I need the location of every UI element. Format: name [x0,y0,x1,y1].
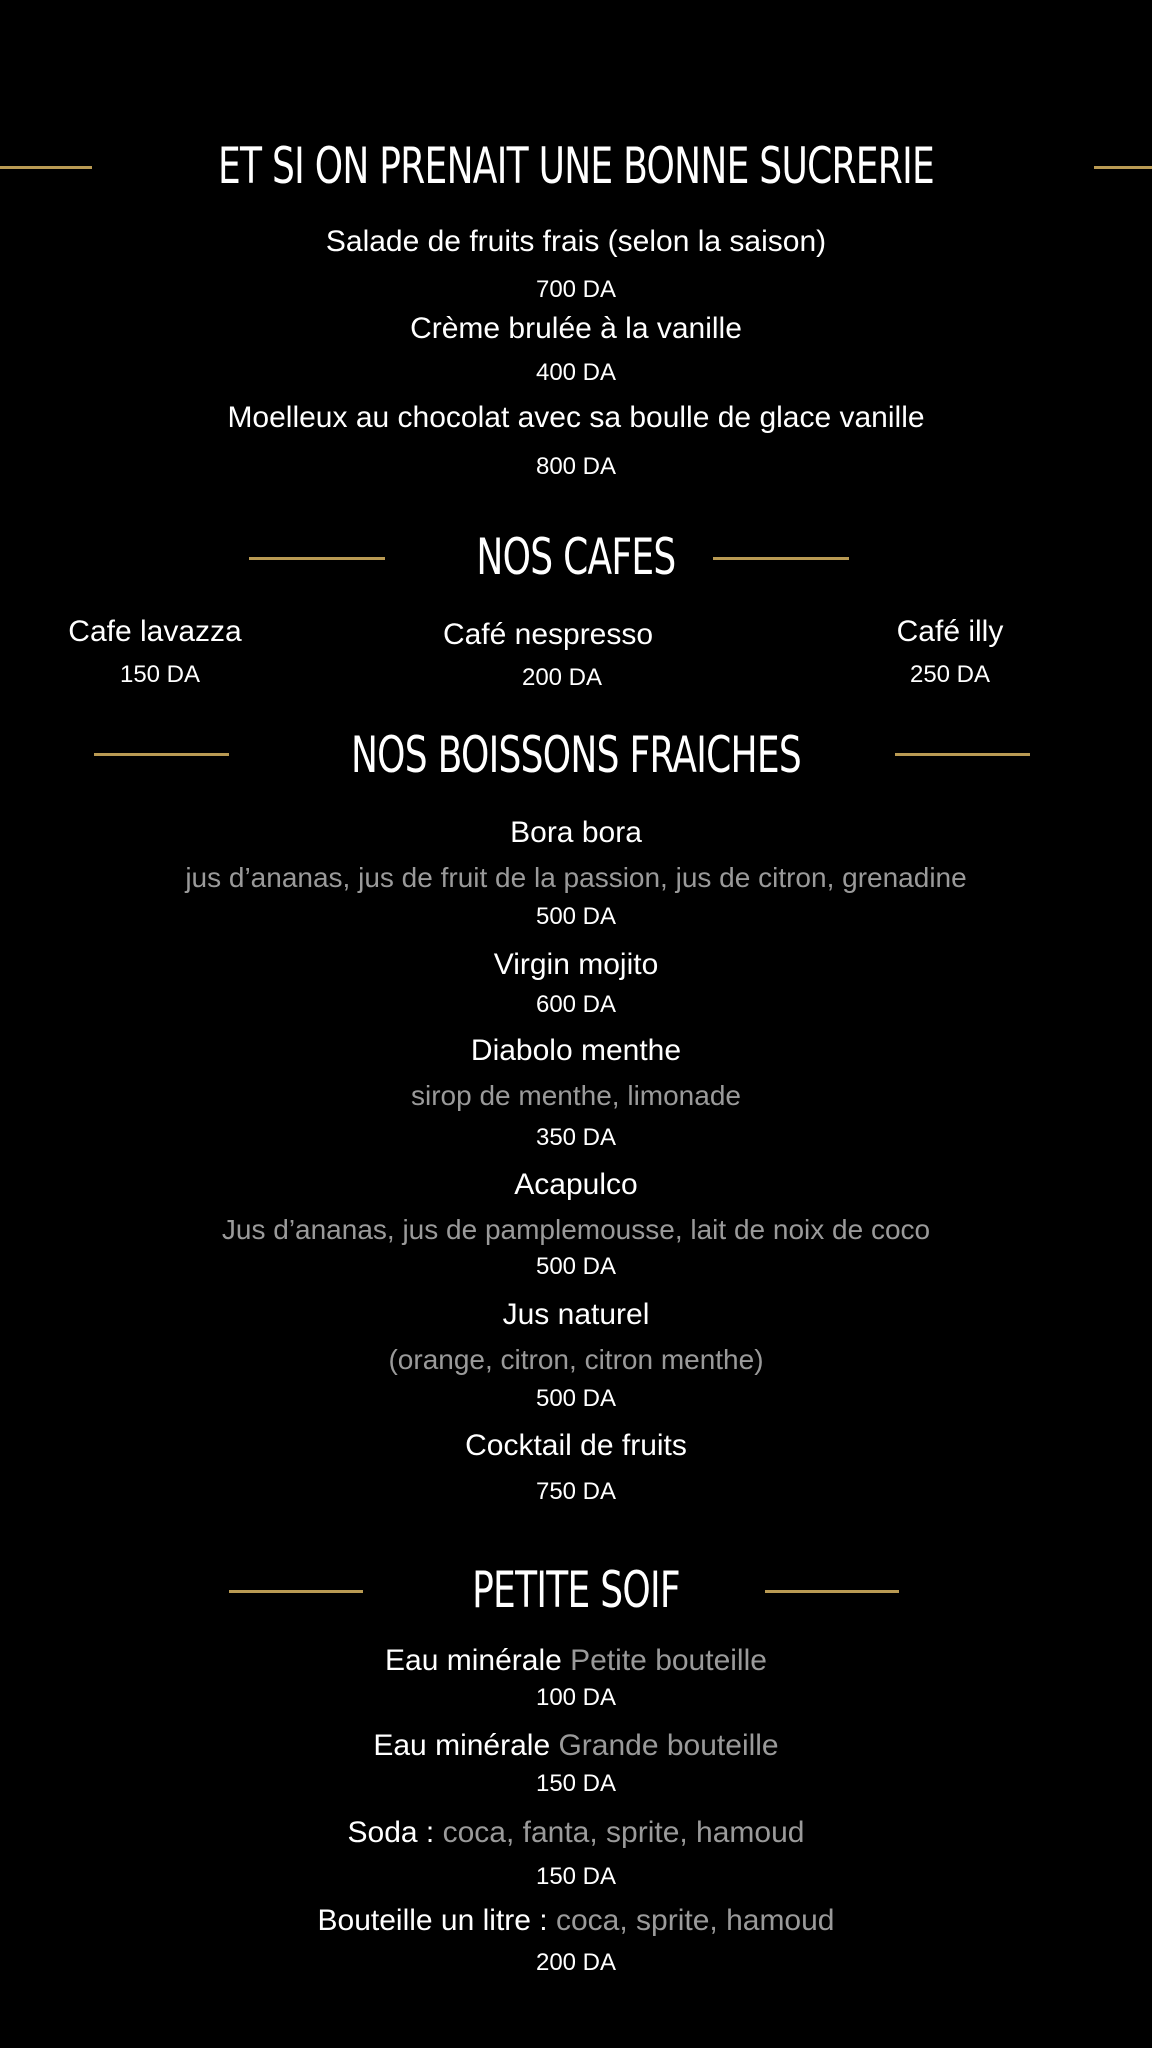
cafe-item-price: 200 DA [521,664,603,691]
menu-item-description: Jus d’ananas, jus de pamplemousse, lait de noix de coco [221,1214,931,1245]
section-heading-desserts: ET SI ON PRENAIT UNE BONNE SUCRERIE [217,137,935,195]
menu-item-price: 700 DA [535,276,617,303]
section-heading-boissons: NOS BOISSONS FRAICHES [350,726,802,784]
menu-item-price: 150 DA [535,1863,617,1890]
menu-item-price: 350 DA [535,1124,617,1151]
menu-item-detail: Petite bouteille [570,1644,767,1677]
menu-item-line [0,1646,1152,1676]
menu-item-name: Bouteille un litre : [317,1904,548,1937]
cafe-item-name: Café nespresso [442,618,654,651]
menu-item-description: (orange, citron, citron menthe) [388,1344,764,1375]
menu-item-price: 800 DA [535,453,617,480]
menu-item-name: Virgin mojito [493,948,659,981]
menu-item-detail: coca, sprite, hamoud [556,1904,835,1937]
heading-rule-right [765,1590,899,1593]
menu-item-name: Salade de fruits frais (selon la saison) [325,225,827,258]
cafe-item-name: Café illy [896,615,1004,648]
menu-item-price: 100 DA [535,1684,617,1711]
menu-item-description: sirop de menthe, limonade [411,1080,741,1111]
heading-rule-right [1094,166,1152,169]
menu-item-name: Diabolo menthe [470,1034,682,1067]
heading-rule-right [713,557,849,560]
menu-item-price: 750 DA [535,1478,617,1505]
menu-item-price: 500 DA [535,1253,617,1280]
menu-item-name: Moelleux au chocolat avec sa boulle de glace vanille [227,401,925,434]
menu-item-name: Jus naturel [502,1298,650,1331]
menu-item-price: 500 DA [535,1385,617,1412]
menu-item-name: Eau minérale [385,1644,562,1677]
menu-item-line [0,1906,1152,1936]
menu-item-detail: Grande bouteille [558,1729,779,1762]
heading-rule-right [895,753,1030,756]
menu-item-name: Eau minérale [373,1729,551,1762]
menu-item-name: Cocktail de fruits [465,1429,687,1462]
menu-item-detail: coca, fanta, sprite, hamoud [442,1816,805,1849]
menu-item-name: Bora bora [510,816,642,849]
menu-item-name: Acapulco [514,1168,638,1201]
menu-item-price: 400 DA [535,359,617,386]
cafe-item-price: 150 DA [119,661,201,688]
heading-rule-left [0,166,92,169]
section-heading-cafes: NOS CAFES [476,528,676,586]
cafe-item-price: 250 DA [909,661,991,688]
menu-item-price: 200 DA [535,1949,617,1976]
menu-item-price: 600 DA [535,991,617,1018]
menu-item-line [0,1731,1152,1761]
menu-item-name: Crème brulée à la vanille [410,312,742,345]
menu-item-price: 500 DA [535,903,617,930]
menu-item-name: Soda : [347,1816,435,1849]
menu-item-price: 150 DA [535,1770,617,1797]
cafe-item-name: Cafe lavazza [68,615,242,648]
menu-item-description: jus d’ananas, jus de fruit de la passion, jus de citron, grenadine [185,862,967,893]
section-heading-soif: PETITE SOIF [472,1561,680,1619]
menu-item-line [0,1818,1152,1848]
